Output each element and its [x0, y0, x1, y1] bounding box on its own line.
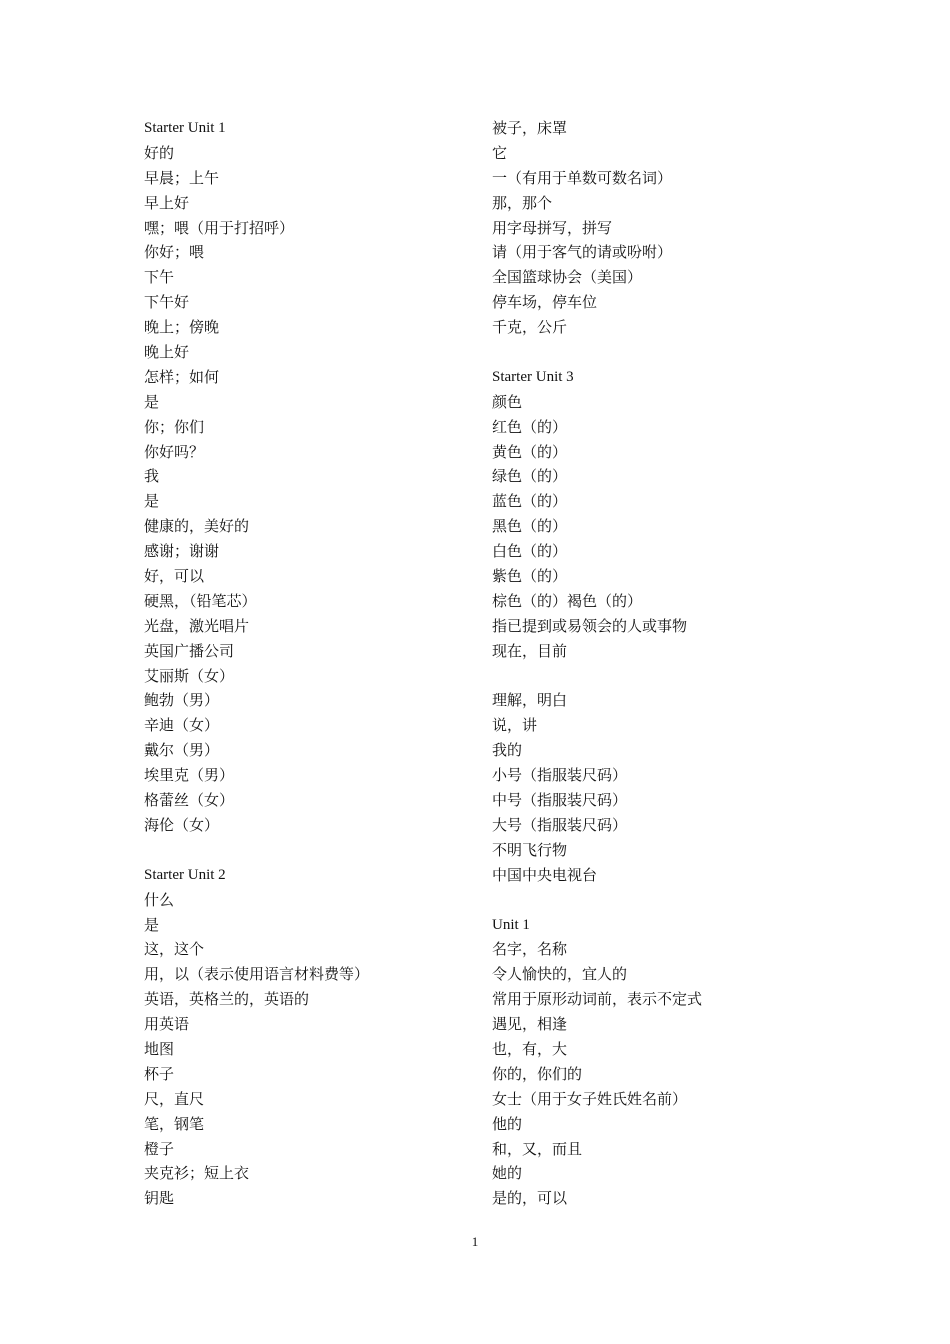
vocab-entry: 白色（的）	[492, 542, 568, 561]
vocab-entry: 不明飞行物	[492, 840, 568, 859]
vocab-entry: 感谢；谢谢	[144, 542, 220, 561]
vocab-entry: 黑色（的）	[492, 517, 568, 536]
vocab-entry: 紫色（的）	[492, 567, 568, 586]
unit-heading: Unit 1	[492, 916, 530, 933]
vocab-entry: 是	[144, 392, 160, 411]
vocab-entry: 小号（指服装尺码）	[492, 766, 628, 785]
unit-heading: Starter Unit 3	[492, 368, 574, 385]
vocab-entry: 它	[492, 143, 508, 162]
right-column	[492, 116, 752, 1211]
vocab-entry: 什么	[144, 890, 175, 909]
vocab-entry: 戴尔（男）	[144, 741, 220, 760]
vocab-entry: 黄色（的）	[492, 442, 568, 461]
vocab-entry: 红色（的）	[492, 417, 568, 436]
vocab-entry: 你的，你们的	[492, 1064, 583, 1083]
blank-line	[144, 838, 444, 863]
vocab-entry: 晚上好	[144, 343, 190, 362]
page-number: 1	[471, 1234, 479, 1249]
vocab-entry: 晚上；傍晚	[144, 318, 220, 337]
vocab-entry: 常用于原形动词前，表示不定式	[492, 990, 703, 1009]
vocab-entry: 下午好	[144, 293, 190, 312]
vocab-entry: 是	[144, 915, 160, 934]
vocab-entry: 地图	[144, 1039, 175, 1058]
vocab-entry: 你好；喂	[144, 243, 205, 262]
vocab-entry: 棕色（的）褐色（的）	[492, 591, 643, 610]
vocab-entry: 绿色（的）	[492, 467, 568, 486]
vocab-entry: 遇见，相逢	[492, 1015, 568, 1034]
vocab-entry: 艾丽斯（女）	[144, 666, 235, 685]
vocab-entry: 尺，直尺	[144, 1089, 205, 1108]
vocab-entry: 橙子	[144, 1139, 175, 1158]
vocab-entry: 说，讲	[492, 716, 538, 735]
vocab-entry: 是	[144, 492, 160, 511]
unit-heading: Starter Unit 2	[144, 866, 226, 883]
vocab-entry: 他的	[492, 1114, 523, 1133]
vocab-entry: 好的	[144, 143, 175, 162]
vocab-entry: 现在，目前	[492, 641, 568, 660]
vocab-entry: 她的	[492, 1164, 523, 1183]
vocab-entry: 早晨；上午	[144, 168, 220, 187]
vocab-entry: 英国广播公司	[144, 641, 235, 660]
vocab-entry: 怎样；如何	[144, 367, 220, 386]
vocab-entry: 指已提到或易领会的人或事物	[492, 616, 688, 635]
vocab-entry: 用，以（表示使用语言材料费等）	[144, 965, 370, 984]
vocab-entry: 埃里克（男）	[144, 766, 235, 785]
unit-heading: Starter Unit 1	[144, 120, 226, 136]
vocab-entry: 笔，钢笔	[144, 1114, 205, 1133]
blank-line	[492, 664, 752, 689]
vocab-entry: 健康的，美好的	[144, 517, 250, 536]
vocab-entry: 一（有用于单数可数名词）	[492, 168, 673, 187]
vocab-entry: 格蕾丝（女）	[144, 791, 235, 810]
vocab-entry: 好，可以	[144, 567, 205, 586]
vocab-entry: 全国篮球协会（美国）	[492, 268, 643, 287]
vocab-entry: 这，这个	[144, 940, 205, 959]
vocab-entry: 请（用于客气的请或吩咐）	[492, 243, 673, 262]
vocab-entry: 停车场，停车位	[492, 293, 598, 312]
vocab-entry: 夹克衫；短上衣	[144, 1164, 250, 1183]
vocab-entry: 大号（指服装尺码）	[492, 815, 628, 834]
vocab-entry: 早上好	[144, 193, 190, 212]
vocab-entry: 硬黑，（铅笔芯）	[144, 591, 257, 610]
vocab-entry: 用字母拼写，拼写	[492, 218, 613, 237]
vocab-entry: 我	[144, 467, 160, 486]
left-column	[144, 116, 444, 1211]
vocab-entry: 颜色	[492, 392, 523, 411]
vocab-entry: 中号（指服装尺码）	[492, 791, 628, 810]
blank-line	[492, 340, 752, 365]
vocab-entry: 海伦（女）	[144, 815, 220, 834]
vocab-entry: 光盘，激光唱片	[144, 616, 250, 635]
vocab-entry: 千克，公斤	[492, 318, 568, 337]
vocab-entry: 嘿；喂（用于打招呼）	[144, 218, 295, 237]
blank-line	[492, 888, 752, 913]
vocab-entry: 你好吗？	[144, 442, 205, 461]
vocab-entry: 也，有，大	[492, 1039, 568, 1058]
vocab-entry: 蓝色（的）	[492, 492, 568, 511]
vocab-entry: 是的，可以	[492, 1189, 568, 1208]
vocab-entry: 鲍勃（男）	[144, 691, 220, 710]
vocab-entry: 用英语	[144, 1015, 190, 1034]
vocab-entry: 和，又，而且	[492, 1139, 583, 1158]
vocab-entry: 女士（用于女子姓氏姓名前）	[492, 1089, 688, 1108]
vocab-entry: 理解，明白	[492, 691, 568, 710]
vocab-entry: 我的	[492, 741, 523, 760]
vocab-entry: 令人愉快的，宜人的	[492, 965, 628, 984]
vocab-entry: 钥匙	[144, 1189, 175, 1208]
vocab-entry: 辛迪（女）	[144, 716, 220, 735]
vocab-entry: 你；你们	[144, 417, 205, 436]
vocab-entry: 杯子	[144, 1064, 175, 1083]
vocab-entry: 中国中央电视台	[492, 865, 598, 884]
vocab-entry: 名字，名称	[492, 940, 568, 959]
vocab-entry: 下午	[144, 268, 175, 287]
vocab-entry: 那，那个	[492, 193, 553, 212]
vocab-entry: 被子，床罩	[492, 119, 568, 137]
vocab-entry: 英语，英格兰的，英语的	[144, 990, 310, 1009]
